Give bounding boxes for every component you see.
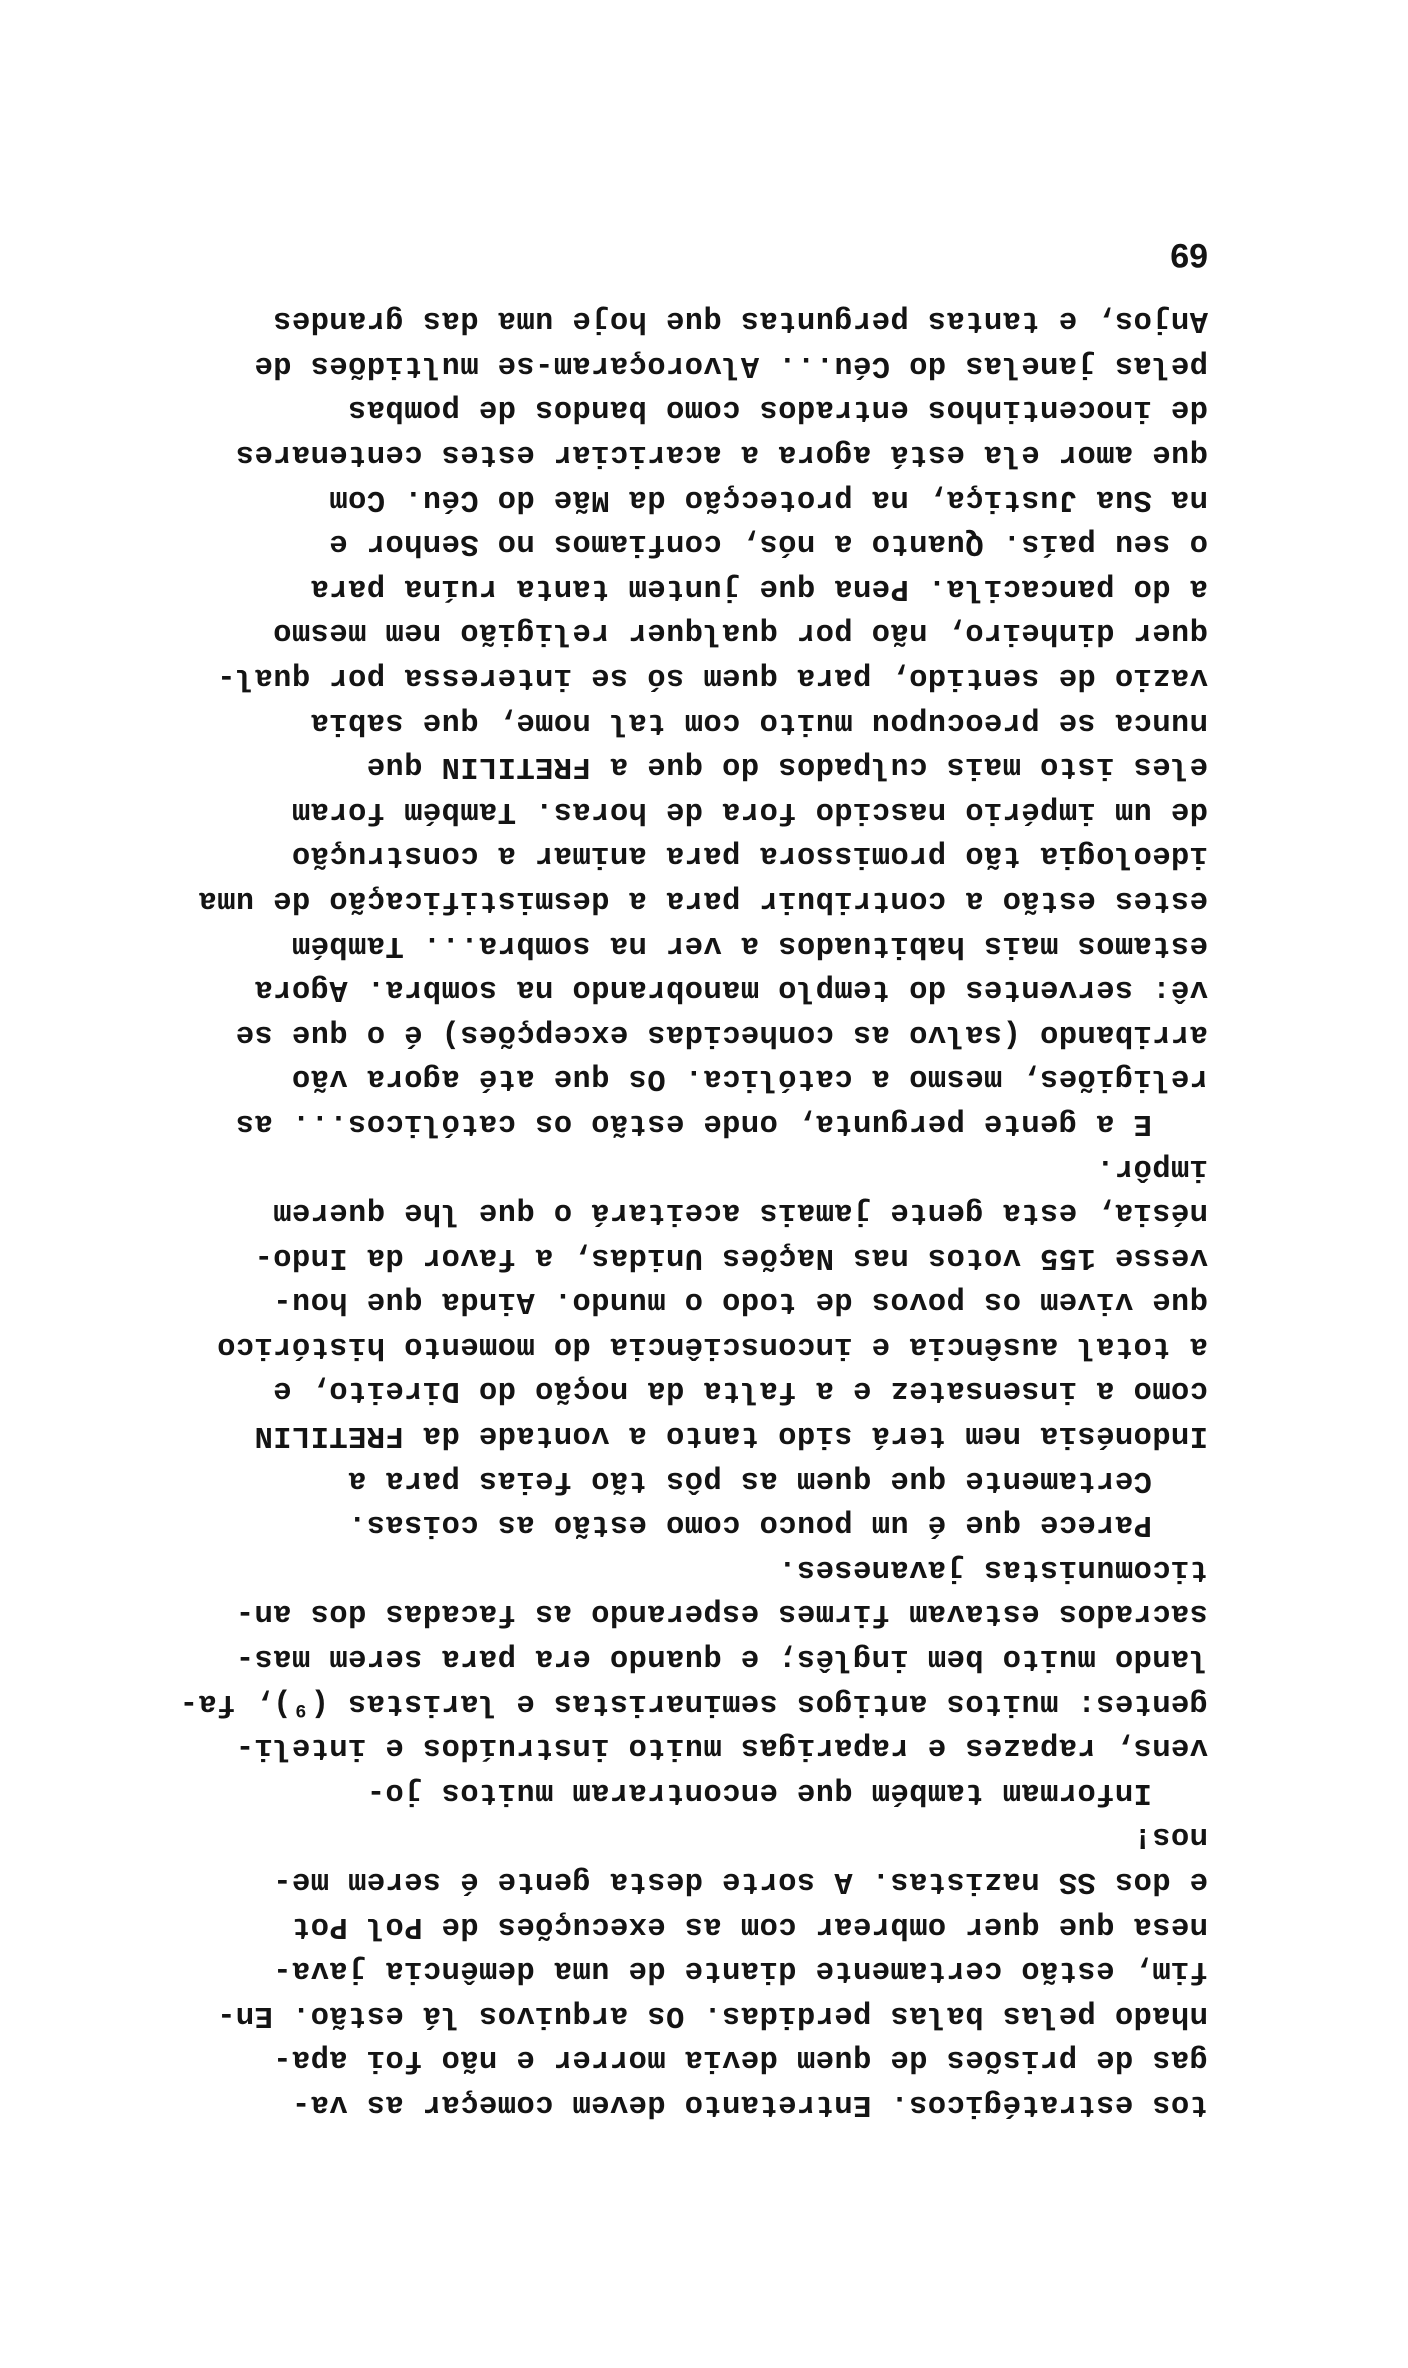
text-line: lando muito bem inglês; e quando era para serem mas- [235, 1641, 1208, 1676]
text-line: estamos mais habituados a ver na sombra... Também [291, 927, 1208, 962]
text-line: que vivem os povos de todo o mundo. Ainda que hou- [272, 1284, 1208, 1319]
text-line: impôr. [1095, 1150, 1208, 1185]
text-line: arribando (salvo as conhecidas excepções) é o que se [235, 1016, 1208, 1051]
text-line: fim, estão certamente diante de uma demência java- [272, 1953, 1208, 1988]
text-line: gentes: muitos antigos seminaristas e laristas (⁹), fa- [179, 1685, 1208, 1720]
text-line: Parece que é um pouco como estão as coisas. [347, 1507, 1208, 1542]
text-line: nésia, esta gente jamais aceitará o que lhe querem [272, 1195, 1208, 1230]
text-line: nesa que quer ombrear com as execuções de Pol Pot [291, 1908, 1208, 1943]
text-line: Certamente que quem as pôs tão feias para a [347, 1462, 1208, 1497]
text-line: pelas janelas do Céu... Alvoroçaram-se multidões de [254, 347, 1208, 382]
text-line: Informam também que encontraram muitos jo- [366, 1774, 1208, 1809]
text-line: religiões, mesmo a católica. Os que até agora vão [291, 1061, 1208, 1096]
text-line: a do pancacila. Pena que juntem tanta ruína para [310, 570, 1208, 605]
text-line: que amor ela está agora a acariciar estes centenares [235, 437, 1208, 472]
text-line: e dos SS nazistas. A sorte desta gente é serem me- [272, 1864, 1208, 1899]
text-line: como a insensatez e a falta da noção do Direito, e [272, 1373, 1208, 1408]
text-line: tos estratégicos. Entretanto devem começar as va- [291, 2087, 1208, 2121]
text-line: o seu país. Quanto a nós, confiamos no Senhor e [328, 526, 1208, 561]
text-line: nunca se preocupou muito com tal nome, que sabia [310, 704, 1208, 739]
text-line: ticomunistas javaneses. [777, 1551, 1208, 1586]
text-line: vazio de sentido, para quem só se interessa por qual- [216, 660, 1208, 694]
text-line: eles isto mais culpados do que a FRETILIN que [366, 749, 1208, 784]
text-line: de inocentinhos entrados como bandos de pombas [347, 392, 1208, 427]
text-line: estes estão a contribuir para a desmistificação de uma [198, 882, 1208, 917]
page-number: 69 [1170, 236, 1208, 274]
text-line: ideologia tão promissora para animar a construção [291, 838, 1208, 873]
body-text [152, 298, 1208, 2126]
text-line: quer dinheiro, não por qualquer religião nem mesmo [272, 615, 1208, 650]
text-line: gas de prisões de quem devia morrer e não foi apa- [272, 2042, 1208, 2077]
text-line: Anjos, e tantas perguntas que hoje uma das grandes [272, 303, 1208, 338]
text-line: sacrados estavam firmes esperando as facadas dos an- [235, 1596, 1208, 1631]
text-line: vê: serventes do templo manobrando na sombra. Agora [254, 972, 1208, 1007]
text-line: vens, rapazes e raparigas muito instruídos e inteli- [235, 1730, 1208, 1765]
text-line: na Sua Justiça, na protecção da Mãe do Céu. Com [328, 481, 1208, 516]
text-line: de um império nascido fora de horas. Também foram [291, 793, 1208, 828]
text-line: nhado pelas balas perdidas. Os arquivos lá estão. En- [216, 1997, 1208, 2032]
text-line: nos! [1133, 1819, 1208, 1854]
text-line: E a gente pergunta, onde estão os católicos... as [235, 1105, 1208, 1140]
text-line: Indonésia nem terá sido tanto a vontade da FRETILIN [254, 1418, 1208, 1453]
text-line: vesse 155 votos nas Nações Unidas, a favor da Indo- [254, 1239, 1208, 1274]
text-line: a total ausência e inconsciência do momento histórico [216, 1328, 1208, 1363]
